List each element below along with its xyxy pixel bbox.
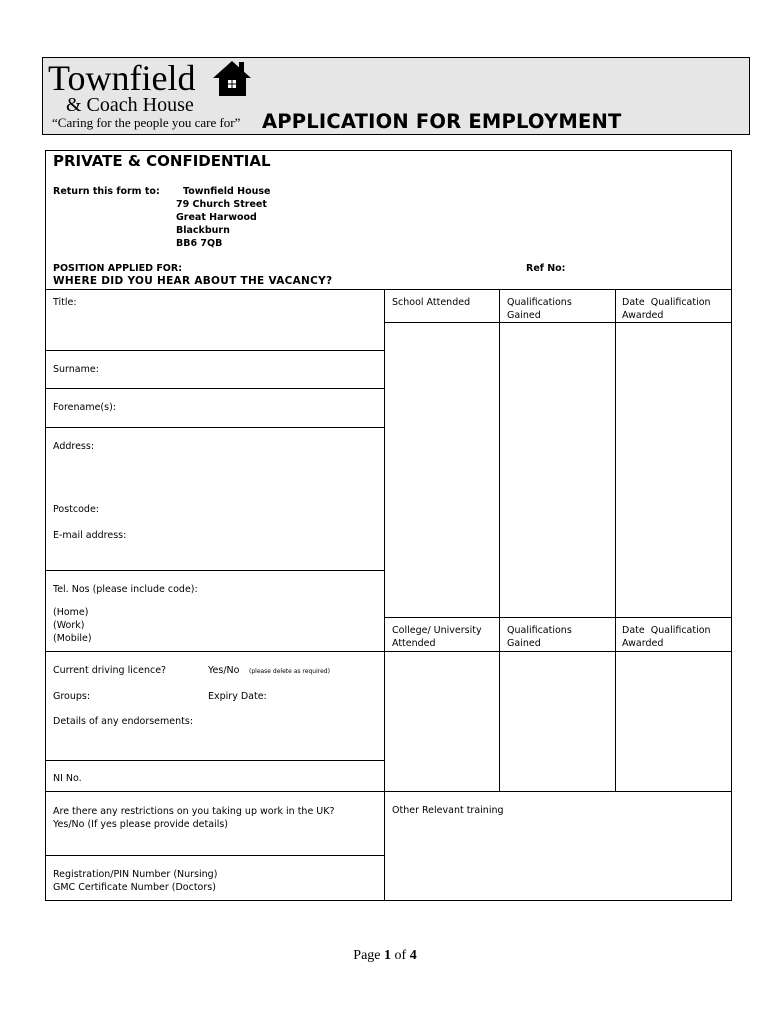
address-line-5: BB6 7QB <box>176 238 223 249</box>
college-attended-header-b: Attended <box>392 638 436 649</box>
date-awarded-header-2b: Awarded <box>622 638 664 649</box>
page-word: Page <box>353 948 381 963</box>
expiry-date-field[interactable]: Expiry Date: <box>208 691 267 702</box>
college-attended-header: College/ University <box>392 625 482 636</box>
page-total: 4 <box>409 948 417 963</box>
date-awarded-header-1: Date Qualification <box>622 297 711 308</box>
address-line-1: Townfield House <box>183 186 271 197</box>
date-awarded-header-1b: Awarded <box>622 310 664 321</box>
title-field[interactable]: Title: <box>53 297 77 308</box>
forenames-field[interactable]: Forename(s): <box>53 402 116 413</box>
postcode-field[interactable]: Postcode: <box>53 504 99 515</box>
restrictions-yesno[interactable]: Yes/No (If yes please provide details) <box>53 819 228 830</box>
other-training-field[interactable]: Other Relevant training <box>392 805 504 816</box>
restrictions-question: Are there any restrictions on you taking up work in the UK? <box>53 806 335 817</box>
licence-yesno[interactable]: Yes/No <box>208 665 240 676</box>
address-line-4: Blackburn <box>176 225 230 236</box>
date-awarded-header-2: Date Qualification <box>622 625 711 636</box>
vacancy-label[interactable]: WHERE DID YOU HEAR ABOUT THE VACANCY? <box>53 275 333 287</box>
of-word: of <box>394 948 407 963</box>
page-number: 1 <box>384 948 392 963</box>
work-phone-field[interactable]: (Work) <box>53 620 85 631</box>
delete-note: (please delete as required) <box>249 668 330 675</box>
logo-name: Townfield <box>48 58 196 98</box>
email-field[interactable]: E-mail address: <box>53 530 127 541</box>
endorsements-field[interactable]: Details of any endorsements: <box>53 716 194 727</box>
school-attended-header: School Attended <box>392 297 471 308</box>
position-label[interactable]: POSITION APPLIED FOR: <box>53 263 182 274</box>
address-field[interactable]: Address: <box>53 441 95 452</box>
document-title: APPLICATION FOR EMPLOYMENT <box>262 110 622 133</box>
groups-field[interactable]: Groups: <box>53 691 91 702</box>
address-line-3: Great Harwood <box>176 212 257 223</box>
page-footer <box>0 948 770 964</box>
ni-number-field[interactable]: NI No. <box>53 773 82 784</box>
qualifications-header-2b: Gained <box>507 638 541 649</box>
mobile-phone-field[interactable]: (Mobile) <box>53 633 92 644</box>
logo-subtitle: & Coach House <box>66 94 194 116</box>
confidential-heading: PRIVATE & CONFIDENTIAL <box>53 152 271 170</box>
ref-label[interactable]: Ref No: <box>526 263 566 274</box>
registration-pin-field[interactable]: Registration/PIN Number (Nursing) <box>53 869 218 880</box>
qualifications-header-1: Qualifications <box>507 297 572 308</box>
home-phone-field[interactable]: (Home) <box>53 607 89 618</box>
return-label: Return this form to: <box>53 186 160 197</box>
surname-field[interactable]: Surname: <box>53 364 99 375</box>
house-logo-icon <box>211 58 253 98</box>
logo-tagline: “Caring for the people you care for” <box>52 115 241 130</box>
qualifications-header-2: Qualifications <box>507 625 572 636</box>
address-line-2: 79 Church Street <box>176 199 267 210</box>
qualifications-header-1b: Gained <box>507 310 541 321</box>
gmc-certificate-field[interactable]: GMC Certificate Number (Doctors) <box>53 882 216 893</box>
licence-label: Current driving licence? <box>53 665 167 676</box>
tel-label: Tel. Nos (please include code): <box>53 584 198 595</box>
